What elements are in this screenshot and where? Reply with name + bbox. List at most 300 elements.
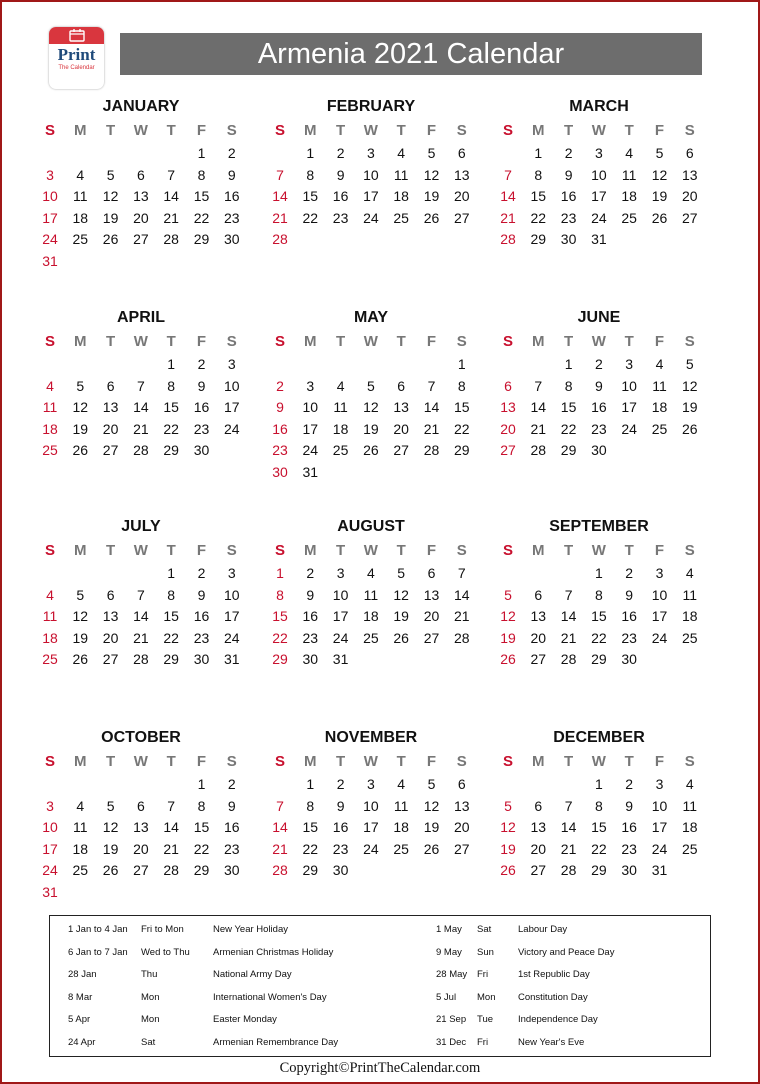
day-cell: 26: [682, 420, 698, 437]
day-cell: 15: [302, 188, 319, 205]
day-cell: 24: [591, 209, 607, 226]
day-cell: 20: [500, 420, 516, 437]
day-cell: 7: [504, 166, 512, 183]
day-cell: 16: [332, 188, 349, 205]
holiday-date: 21 Sep: [436, 1014, 467, 1026]
month-september: [494, 518, 704, 708]
logo-subtitle: The Calendar: [58, 65, 95, 71]
holiday-date: 1 May: [436, 924, 462, 935]
day-cell: 23: [332, 840, 349, 857]
day-cell: 3: [655, 776, 664, 792]
weekday-header: S: [456, 542, 467, 559]
day-cell: 22: [193, 209, 210, 226]
day-cell: 14: [133, 399, 149, 416]
day-cell: 13: [454, 797, 470, 814]
weekday-header: T: [106, 753, 116, 770]
day-cell: 15: [272, 608, 288, 625]
weekday-header: T: [106, 333, 116, 350]
day-cell: 12: [682, 377, 698, 394]
day-cell: 16: [621, 608, 637, 625]
day-cell: 14: [272, 188, 288, 205]
day-cell: 19: [682, 399, 698, 416]
day-cell: 30: [560, 231, 577, 248]
weekday-header: W: [133, 753, 148, 770]
day-cell: 22: [591, 840, 607, 857]
month-february: [266, 98, 476, 288]
day-cell: 9: [336, 166, 345, 183]
day-cell: 4: [76, 166, 85, 183]
day-cell: 17: [224, 399, 240, 416]
weekday-header: W: [133, 122, 148, 139]
day-cell: 6: [534, 586, 543, 603]
weekday-header: S: [226, 333, 237, 350]
day-cell: 1: [306, 145, 315, 161]
weekday-header: T: [624, 753, 634, 770]
day-cell: 5: [504, 586, 512, 603]
day-cell: 11: [42, 399, 58, 416]
weekday-header: S: [274, 542, 285, 559]
weekday-header: T: [166, 753, 176, 770]
month-name: NOVEMBER: [324, 729, 418, 746]
day-cell: 3: [46, 797, 54, 814]
day-cell: 17: [224, 608, 240, 625]
month-name: JUNE: [577, 309, 621, 326]
day-cell: 6: [136, 797, 145, 814]
month-name: APRIL: [117, 309, 165, 326]
day-cell: 17: [651, 819, 668, 836]
day-cell: 18: [651, 399, 668, 416]
day-cell: 14: [500, 188, 516, 205]
month-july: [36, 518, 246, 708]
weekday-header: S: [684, 122, 695, 139]
holiday-day: Sat: [141, 1037, 156, 1048]
day-cell: 6: [685, 145, 694, 161]
month-may: [266, 309, 476, 499]
day-cell: 8: [197, 797, 206, 814]
day-cell: 24: [224, 420, 240, 437]
day-cell: 22: [163, 629, 179, 646]
weekday-header: T: [624, 542, 634, 559]
holiday-date: 5 Jul: [436, 991, 457, 1003]
holiday-date: 8 Mar: [68, 991, 93, 1003]
day-cell: 18: [42, 629, 58, 646]
holiday-date: 5 Apr: [68, 1014, 91, 1026]
day-cell: 25: [42, 651, 58, 668]
day-cell: 13: [102, 399, 119, 416]
weekday-header: T: [106, 122, 116, 139]
day-cell: 19: [72, 420, 89, 437]
weekday-header: T: [106, 542, 116, 559]
day-cell: 6: [457, 145, 466, 161]
day-cell: 22: [530, 209, 547, 226]
day-cell: 19: [500, 840, 516, 857]
day-cell: 23: [332, 209, 349, 226]
day-cell: 2: [336, 145, 345, 161]
weekday-header: M: [74, 542, 87, 559]
weekday-header: W: [591, 333, 606, 350]
day-cell: 28: [500, 231, 516, 248]
holiday-day: Fri to Mon: [141, 924, 184, 935]
day-cell: 8: [306, 166, 315, 183]
day-cell: 22: [302, 840, 319, 857]
holiday-date: 1 Jan to 4 Jan: [68, 924, 128, 935]
weekday-header: S: [684, 753, 695, 770]
weekday-header: W: [363, 753, 378, 770]
day-cell: 24: [42, 862, 58, 879]
day-cell: 7: [564, 586, 573, 603]
day-cell: 14: [560, 819, 577, 836]
day-cell: 18: [393, 188, 409, 205]
holiday-name: New Year's Eve: [518, 1037, 585, 1048]
day-cell: 26: [500, 651, 516, 668]
day-cell: 4: [685, 565, 694, 581]
weekday-header: S: [456, 333, 467, 350]
day-cell: 27: [454, 209, 470, 226]
day-cell: 15: [163, 608, 179, 625]
day-cell: 28: [272, 862, 288, 879]
weekday-header: S: [502, 122, 513, 139]
weekday-header: M: [304, 753, 317, 770]
holiday-day: Thu: [141, 969, 158, 981]
day-cell: 23: [193, 629, 210, 646]
day-cell: 7: [427, 377, 436, 394]
weekday-header: F: [654, 122, 665, 139]
day-cell: 11: [682, 586, 698, 603]
day-cell: 14: [454, 586, 470, 603]
day-cell: 29: [272, 651, 288, 668]
day-cell: 27: [393, 442, 409, 459]
day-cell: 15: [193, 188, 210, 205]
day-cell: 15: [302, 819, 319, 836]
holiday-name: National Army Day: [213, 969, 292, 981]
day-cell: 25: [363, 629, 379, 646]
day-cell: 22: [163, 420, 179, 437]
day-cell: 12: [102, 188, 119, 205]
day-cell: 27: [530, 651, 547, 668]
day-cell: 28: [560, 651, 577, 668]
day-cell: 23: [224, 209, 240, 226]
day-cell: 21: [163, 840, 179, 857]
day-cell: 13: [454, 166, 470, 183]
day-cell: 31: [302, 464, 319, 480]
day-cell: 30: [224, 862, 240, 879]
weekday-header: S: [684, 333, 695, 350]
month-january: [36, 98, 246, 288]
weekday-header: T: [336, 333, 346, 350]
day-cell: 6: [136, 166, 145, 183]
day-cell: 21: [454, 608, 470, 625]
day-cell: 16: [621, 819, 637, 836]
day-cell: 20: [102, 420, 119, 437]
day-cell: 4: [625, 145, 634, 161]
calendar-icon: [49, 27, 104, 44]
weekday-header: T: [396, 542, 406, 559]
day-cell: 20: [454, 188, 470, 205]
weekday-header: M: [304, 122, 317, 139]
day-cell: 28: [423, 442, 440, 459]
day-cell: 23: [560, 209, 577, 226]
day-cell: 9: [227, 166, 236, 183]
day-cell: 17: [363, 188, 379, 205]
weekday-header: T: [564, 122, 574, 139]
month-november: [266, 729, 476, 919]
day-cell: 29: [560, 442, 577, 459]
day-cell: 18: [332, 420, 349, 437]
day-cell: 27: [102, 651, 119, 668]
day-cell: 6: [504, 377, 512, 394]
weekday-header: F: [196, 542, 207, 559]
day-cell: 28: [163, 231, 179, 248]
day-cell: 20: [682, 188, 698, 205]
month-name: AUGUST: [337, 518, 405, 535]
day-cell: 30: [302, 651, 319, 668]
weekday-header: T: [336, 753, 346, 770]
day-cell: 30: [332, 862, 349, 879]
day-cell: 30: [193, 651, 210, 668]
day-cell: 11: [652, 377, 667, 394]
month-name: JANUARY: [102, 98, 180, 115]
weekday-header: S: [226, 542, 237, 559]
holiday-day: Sun: [477, 946, 494, 958]
print-the-calendar-logo[interactable]: [49, 27, 104, 89]
day-cell: 2: [594, 356, 603, 372]
day-cell: 19: [423, 188, 440, 205]
month-name: MARCH: [569, 98, 629, 115]
page-title: Armenia 2021 Calendar: [120, 33, 702, 75]
weekday-header: S: [502, 333, 513, 350]
weekday-header: T: [624, 333, 634, 350]
weekday-header: M: [532, 753, 545, 770]
day-cell: 8: [457, 377, 466, 394]
day-cell: 18: [42, 420, 58, 437]
day-cell: 30: [272, 464, 288, 480]
day-cell: 27: [530, 862, 547, 879]
day-cell: 28: [272, 231, 288, 248]
day-cell: 12: [423, 797, 440, 814]
weekday-header: W: [591, 753, 606, 770]
day-cell: 24: [302, 442, 319, 459]
day-cell: 3: [46, 166, 54, 183]
weekday-header: M: [532, 122, 545, 139]
weekday-header: M: [532, 542, 545, 559]
weekday-header: T: [166, 542, 176, 559]
day-cell: 15: [530, 188, 547, 205]
day-cell: 5: [397, 565, 406, 581]
weekday-header: T: [166, 333, 176, 350]
weekday-header: F: [426, 753, 437, 770]
day-cell: 1: [457, 356, 466, 372]
day-cell: 21: [560, 840, 577, 857]
month-name: FEBRUARY: [326, 98, 416, 115]
weekday-header: T: [336, 122, 346, 139]
day-cell: 26: [500, 862, 516, 879]
day-cell: 11: [73, 819, 88, 836]
day-cell: 9: [197, 586, 206, 603]
weekday-header: T: [166, 122, 176, 139]
day-cell: 2: [197, 356, 206, 372]
day-cell: 11: [363, 586, 379, 603]
day-cell: 28: [133, 651, 149, 668]
holiday-date: 28 May: [436, 969, 468, 981]
day-cell: 12: [500, 608, 516, 625]
holiday-date: 28 Jan: [68, 969, 97, 981]
month-name: SEPTEMBER: [549, 518, 649, 535]
month-march: [494, 98, 704, 288]
holiday-name: International Women's Day: [213, 991, 327, 1003]
day-cell: 29: [591, 862, 607, 879]
day-cell: 5: [504, 797, 512, 814]
day-cell: 26: [423, 840, 440, 857]
day-cell: 23: [272, 442, 288, 459]
day-cell: 11: [393, 797, 409, 814]
day-cell: 14: [530, 399, 547, 416]
day-cell: 6: [397, 377, 406, 394]
holiday-day: Sat: [477, 924, 492, 935]
day-cell: 14: [133, 608, 149, 625]
day-cell: 28: [133, 442, 149, 459]
day-cell: 30: [591, 442, 607, 459]
day-cell: 10: [224, 377, 240, 394]
day-cell: 2: [197, 565, 206, 581]
weekday-header: S: [44, 333, 55, 350]
holiday-day: Mon: [477, 991, 496, 1003]
weekday-header: S: [44, 122, 55, 139]
holiday-name: Armenian Christmas Holiday: [213, 946, 334, 958]
day-cell: 2: [306, 565, 315, 581]
day-cell: 22: [591, 629, 607, 646]
weekday-header: W: [133, 333, 148, 350]
day-cell: 5: [427, 145, 436, 161]
weekday-header: T: [564, 542, 574, 559]
day-cell: 27: [423, 629, 440, 646]
weekday-header: W: [363, 333, 378, 350]
day-cell: 26: [423, 209, 440, 226]
day-cell: 16: [224, 819, 240, 836]
weekday-header: S: [456, 753, 467, 770]
day-cell: 25: [682, 840, 698, 857]
day-cell: 11: [333, 399, 348, 416]
day-cell: 10: [42, 188, 58, 205]
day-cell: 5: [106, 797, 115, 814]
day-cell: 9: [276, 399, 284, 416]
day-cell: 25: [621, 209, 637, 226]
day-cell: 3: [227, 565, 236, 581]
weekday-header: S: [502, 542, 513, 559]
day-cell: 5: [76, 377, 85, 394]
day-cell: 14: [163, 188, 179, 205]
day-cell: 13: [133, 188, 149, 205]
day-cell: 30: [621, 651, 637, 668]
day-cell: 29: [163, 442, 179, 459]
logo-word: Print: [57, 45, 96, 64]
weekday-header: W: [591, 542, 606, 559]
weekday-header: T: [396, 753, 406, 770]
day-cell: 4: [397, 776, 406, 792]
day-cell: 1: [197, 145, 206, 161]
day-cell: 1: [564, 356, 573, 372]
day-cell: 23: [621, 840, 637, 857]
day-cell: 30: [621, 862, 637, 879]
day-cell: 29: [591, 651, 607, 668]
day-cell: 17: [621, 399, 637, 416]
weekday-header: S: [226, 753, 237, 770]
day-cell: 7: [136, 377, 145, 394]
weekday-header: T: [396, 333, 406, 350]
day-cell: 30: [193, 442, 210, 459]
day-cell: 12: [651, 166, 668, 183]
day-cell: 31: [42, 253, 58, 269]
day-cell: 3: [625, 356, 634, 372]
day-cell: 7: [564, 797, 573, 814]
day-cell: 31: [651, 862, 668, 879]
day-cell: 20: [102, 629, 119, 646]
day-cell: 2: [227, 145, 236, 161]
month-june: [494, 309, 704, 499]
day-cell: 9: [336, 797, 345, 814]
day-cell: 21: [163, 209, 179, 226]
day-cell: 13: [682, 166, 698, 183]
month-april: [36, 309, 246, 499]
day-cell: 10: [302, 399, 319, 416]
weekday-header: S: [456, 122, 467, 139]
day-cell: 11: [73, 188, 88, 205]
holiday-date: 24 Apr: [68, 1037, 96, 1048]
day-cell: 7: [534, 377, 543, 394]
month-name: OCTOBER: [101, 729, 181, 746]
holiday-date: 9 May: [436, 946, 462, 958]
month-october: [36, 729, 246, 919]
day-cell: 21: [133, 629, 149, 646]
day-cell: 10: [224, 586, 240, 603]
day-cell: 25: [393, 209, 409, 226]
day-cell: 17: [302, 420, 319, 437]
day-cell: 5: [366, 377, 375, 394]
day-cell: 28: [454, 629, 470, 646]
day-cell: 9: [594, 377, 603, 394]
day-cell: 1: [167, 356, 176, 372]
day-cell: 18: [682, 819, 698, 836]
day-cell: 3: [336, 565, 345, 581]
weekday-header: W: [363, 122, 378, 139]
weekday-header: T: [336, 542, 346, 559]
holiday-day: Fri: [477, 969, 489, 981]
day-cell: 9: [306, 586, 315, 603]
day-cell: 7: [167, 797, 176, 814]
day-cell: 12: [102, 819, 119, 836]
day-cell: 17: [363, 819, 379, 836]
day-cell: 29: [163, 651, 179, 668]
day-cell: 4: [366, 565, 375, 581]
day-cell: 19: [72, 629, 89, 646]
day-cell: 14: [423, 399, 440, 416]
day-cell: 7: [167, 166, 176, 183]
day-cell: 19: [102, 209, 119, 226]
day-cell: 25: [72, 231, 89, 248]
day-cell: 25: [72, 862, 89, 879]
day-cell: 4: [685, 776, 694, 792]
day-cell: 27: [682, 209, 698, 226]
day-cell: 10: [42, 819, 58, 836]
day-cell: 8: [276, 586, 284, 603]
day-cell: 16: [193, 399, 210, 416]
day-cell: 7: [457, 565, 466, 581]
day-cell: 10: [363, 797, 379, 814]
day-cell: 5: [427, 776, 436, 792]
month-name: MAY: [353, 309, 389, 326]
day-cell: 17: [42, 840, 58, 857]
day-cell: 16: [560, 188, 577, 205]
weekday-header: M: [304, 542, 317, 559]
